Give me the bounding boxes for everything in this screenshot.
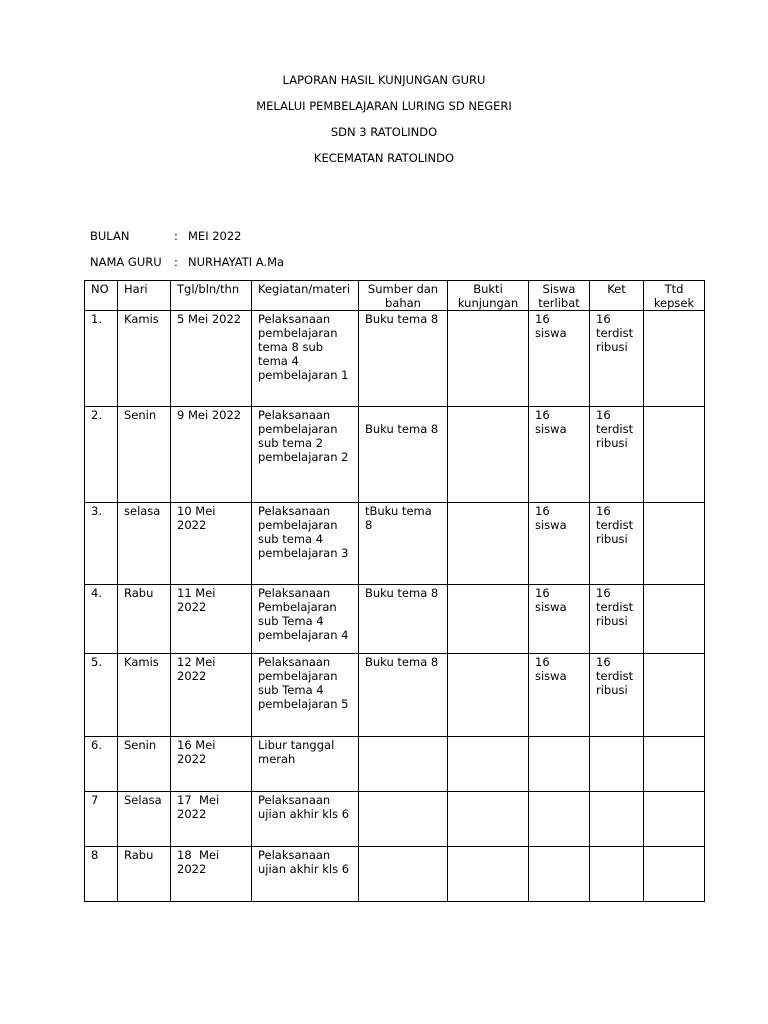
header-tgl: Tgl/bln/thn: [171, 281, 252, 311]
table-row: [85, 503, 705, 585]
cell-kegiatan: Pelaksanaan Pembelajaran sub Tema 4 pembelajaran 4: [252, 585, 359, 654]
cell-kegiatan: Pelaksanaan ujian akhir kls 6: [252, 792, 359, 847]
header-hari: Hari: [118, 281, 171, 311]
title-line-3: SDN 3 RATOLINDO: [330, 125, 438, 139]
cell-kegiatan: Libur tanggal merah: [252, 737, 359, 792]
cell-ttd: [644, 503, 705, 585]
cell-tgl: 18 Mei 2022: [171, 847, 252, 902]
cell-ttd: [644, 407, 705, 503]
cell-kegiatan: Pelaksanaan pembelajaran sub tema 4 pembelajaran 3: [252, 503, 359, 585]
cell-ket: [590, 792, 644, 847]
cell-ket: [590, 847, 644, 902]
report-title: [0, 73, 768, 177]
cell-hari: Selasa: [118, 792, 171, 847]
table-row: [85, 847, 705, 902]
cell-ttd: [644, 737, 705, 792]
cell-bukti: [448, 407, 529, 503]
table-row: [85, 654, 705, 737]
cell-hari: Kamis: [118, 654, 171, 737]
header-ttd: Ttd kepsek: [644, 281, 705, 311]
cell-ttd: [644, 792, 705, 847]
header-bukti: Bukti kunjungan: [448, 281, 529, 311]
cell-siswa: [529, 792, 590, 847]
title-line-1: LAPORAN HASIL KUNJUNGAN GURU: [282, 73, 486, 87]
table-header-row: [85, 281, 705, 311]
cell-bukti: [448, 503, 529, 585]
cell-tgl: 10 Mei 2022: [171, 503, 252, 585]
cell-no: 4.: [85, 585, 118, 654]
cell-hari: selasa: [118, 503, 171, 585]
cell-siswa: 16 siswa: [529, 503, 590, 585]
cell-bukti: [448, 792, 529, 847]
title-line-2: MELALUI PEMBELAJARAN LURING SD NEGERI: [256, 99, 512, 113]
cell-sumber: Buku tema 8: [359, 311, 448, 407]
header-kegiatan: Kegiatan/materi: [252, 281, 359, 311]
cell-bukti: [448, 585, 529, 654]
cell-no: 3.: [85, 503, 118, 585]
cell-ket: [590, 737, 644, 792]
table-row: [85, 311, 705, 407]
table-row: [85, 792, 705, 847]
cell-no: 1.: [85, 311, 118, 407]
cell-siswa: [529, 847, 590, 902]
cell-no: 7: [85, 792, 118, 847]
cell-kegiatan: Pelaksanaan pembelajaran sub Tema 4 pembelajaran 5: [252, 654, 359, 737]
cell-tgl: 11 Mei 2022: [171, 585, 252, 654]
header-ket: Ket: [590, 281, 644, 311]
cell-hari: Rabu: [118, 585, 171, 654]
cell-bukti: [448, 311, 529, 407]
cell-ket: 16 terdist ribusi: [590, 407, 644, 503]
cell-sumber: Buku tema 8: [359, 654, 448, 737]
meta-bulan: [90, 229, 242, 243]
cell-sumber: Buku tema 8: [359, 585, 448, 654]
cell-tgl: 9 Mei 2022: [171, 407, 252, 503]
cell-no: 6.: [85, 737, 118, 792]
bulan-label: BULAN: [90, 229, 130, 243]
cell-bukti: [448, 847, 529, 902]
cell-sumber: [359, 792, 448, 847]
table-row: [85, 737, 705, 792]
cell-no: 8: [85, 847, 118, 902]
cell-ttd: [644, 311, 705, 407]
cell-kegiatan: Pelaksanaan pembelajaran tema 8 sub tema 4 pembelajaran 1: [252, 311, 359, 407]
cell-sumber: tBuku tema 8: [359, 503, 448, 585]
cell-tgl: 17 Mei 2022: [171, 792, 252, 847]
bulan-colon: :: [174, 229, 178, 243]
guru-colon: :: [174, 255, 178, 269]
cell-siswa: 16 siswa: [529, 654, 590, 737]
header-siswa: Siswa terlibat: [529, 281, 590, 311]
cell-sumber: Buku tema 8: [359, 407, 448, 503]
cell-ket: 16 terdist ribusi: [590, 311, 644, 407]
table-row: [85, 407, 705, 503]
table-row: [85, 585, 705, 654]
cell-sumber: [359, 737, 448, 792]
cell-kegiatan: Pelaksanaan ujian akhir kls 6: [252, 847, 359, 902]
cell-hari: Kamis: [118, 311, 171, 407]
cell-ket: 16 terdist ribusi: [590, 585, 644, 654]
meta-nama-guru: [90, 255, 284, 269]
report-table: [84, 280, 705, 902]
guru-value: NURHAYATI A.Ma: [188, 255, 285, 269]
cell-no: 2.: [85, 407, 118, 503]
cell-hari: Senin: [118, 737, 171, 792]
cell-sumber: [359, 847, 448, 902]
cell-ttd: [644, 847, 705, 902]
cell-siswa: 16 siswa: [529, 407, 590, 503]
cell-hari: Rabu: [118, 847, 171, 902]
cell-siswa: 16 siswa: [529, 585, 590, 654]
cell-bukti: [448, 654, 529, 737]
bulan-value: MEI 2022: [188, 229, 242, 243]
cell-ttd: [644, 654, 705, 737]
cell-kegiatan: Pelaksanaan pembelajaran sub tema 2 pembelajaran 2: [252, 407, 359, 503]
cell-ket: 16 terdist ribusi: [590, 654, 644, 737]
cell-ket: 16 terdist ribusi: [590, 503, 644, 585]
cell-tgl: 12 Mei 2022: [171, 654, 252, 737]
cell-tgl: 16 Mei 2022: [171, 737, 252, 792]
cell-hari: Senin: [118, 407, 171, 503]
cell-tgl: 5 Mei 2022: [171, 311, 252, 407]
guru-label: NAMA GURU: [90, 255, 162, 269]
title-line-4: KECEMATAN RATOLINDO: [313, 151, 455, 165]
header-sumber: Sumber dan bahan: [359, 281, 448, 311]
cell-siswa: [529, 737, 590, 792]
cell-bukti: [448, 737, 529, 792]
cell-ttd: [644, 585, 705, 654]
header-no: NO: [85, 281, 118, 311]
cell-no: 5.: [85, 654, 118, 737]
cell-siswa: 16 siswa: [529, 311, 590, 407]
